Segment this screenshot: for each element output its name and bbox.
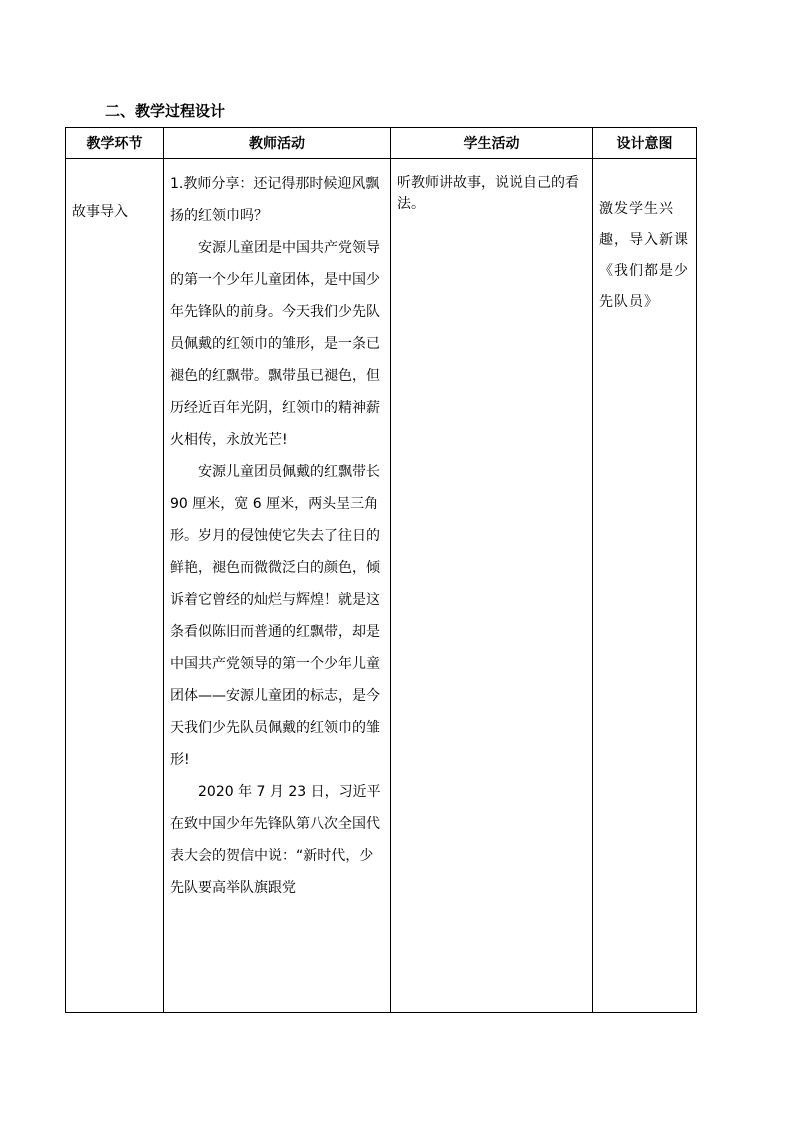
header-student-activity: 学生活动 <box>391 128 593 159</box>
teacher-paragraph-4: 2020 年 7 月 23 日，习近平在致中国少年先锋队第八次全国代表大会的贺信中说：“新时代，少先队要高举队旗跟党 <box>170 784 381 896</box>
teacher-paragraph-1: 1.教师分享：还记得那时候迎风飘扬的红领巾吗？ <box>170 176 380 224</box>
student-activity-cell <box>391 159 593 1013</box>
header-design-intent: 设计意图 <box>593 128 697 159</box>
header-teaching-stage: 教学环节 <box>66 128 164 159</box>
stage-cell <box>66 159 164 1013</box>
teacher-activity-cell <box>164 159 391 1013</box>
table-header-row <box>66 128 697 159</box>
design-intent-text: 激发学生兴趣，导入新课《我们都是少先队员》 <box>599 201 689 310</box>
design-intent-cell <box>593 159 697 1013</box>
teaching-process-table <box>65 127 697 1013</box>
section-title: 二、教学过程设计 <box>105 102 226 120</box>
header-teacher-activity: 教师活动 <box>164 128 391 159</box>
student-activity-text: 听教师讲故事，说说自己的看法。 <box>397 175 579 212</box>
teacher-paragraph-3: 安源儿童团员佩戴的红飘带长 90 厘米，宽 6 厘米，两头呈三角形。岁月的侵蚀使它失去了往日的鲜艳，褪色而微微泛白的颜色，倾诉着它曾经的灿烂与辉煌！就是这条看似陈旧而普通的红飘带，却是中国共产党领导的第一个少年儿童团体——安源儿童团的标志，是今天我们少先队员佩戴的红领巾的雏形! <box>170 464 380 768</box>
table-row <box>66 159 697 1013</box>
teacher-paragraph-2: 安源儿童团是中国共产党领导的第一个少年儿童团体，是中国少年先锋队的前身。今天我们少先队员佩戴的红领巾的雏形，是一条已褪色的红飘带。飘带虽已褪色，但历经近百年光阴，红领巾的精神薪火相传，永放光芒! <box>170 240 380 448</box>
stage-text: 故事导入 <box>72 204 128 220</box>
